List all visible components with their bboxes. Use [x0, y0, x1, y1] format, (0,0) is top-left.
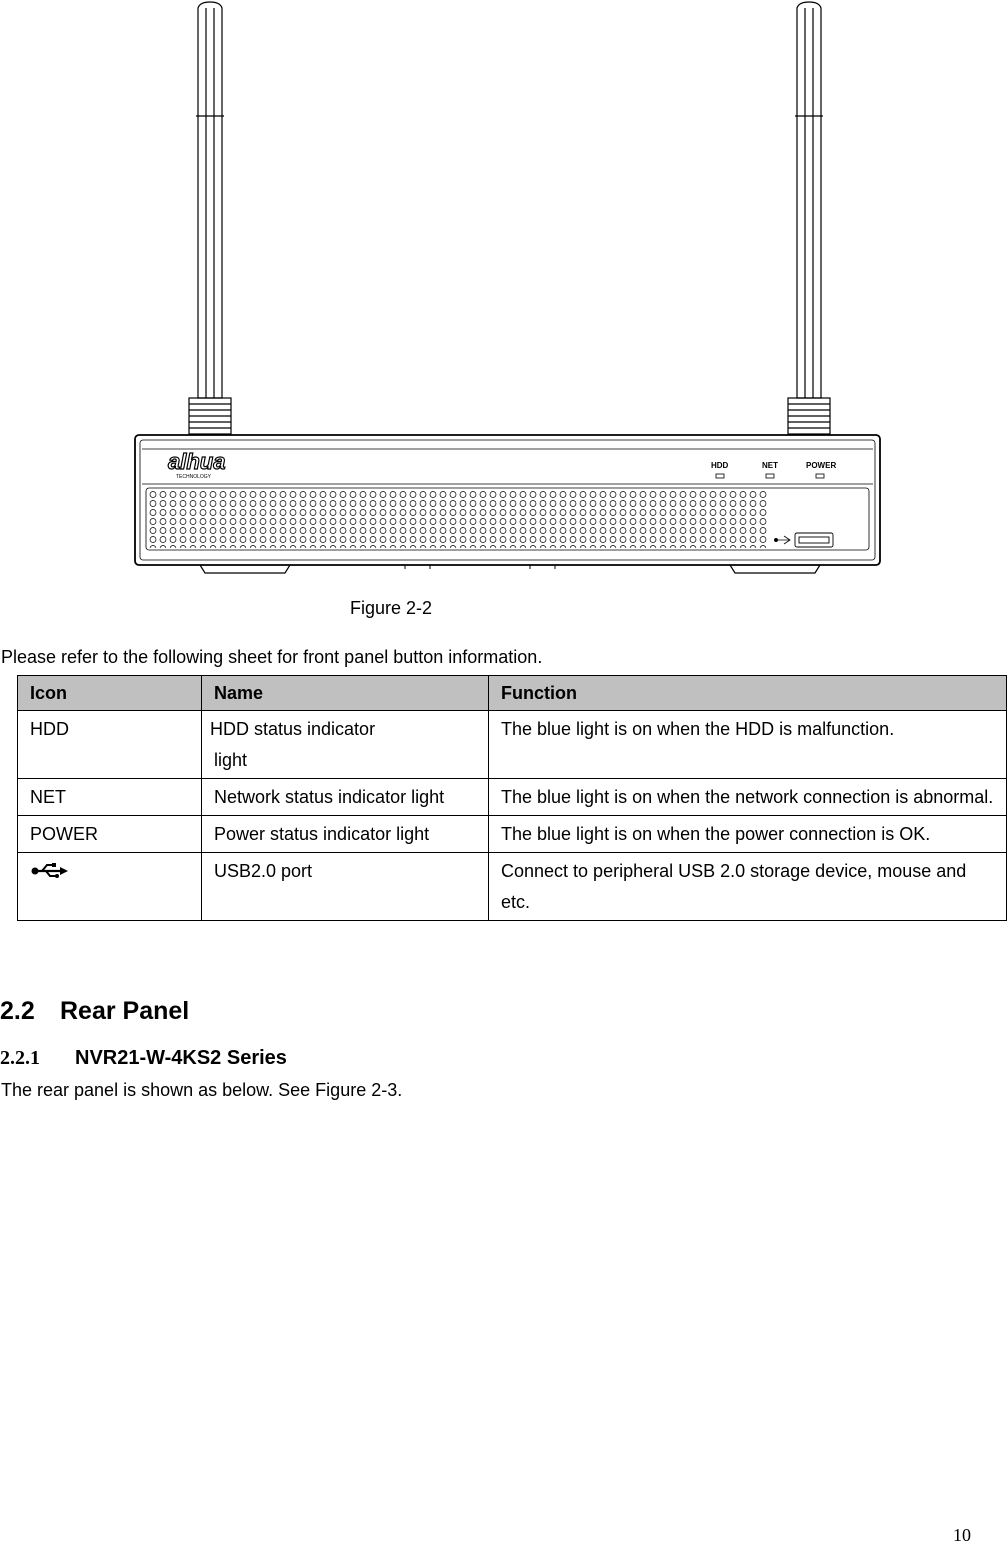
power-led: [816, 474, 824, 478]
svg-text:alhua: alhua: [168, 449, 226, 474]
section-heading: [0, 997, 189, 1026]
usb-icon: [30, 862, 70, 880]
brand-logo: [168, 449, 225, 480]
intro-text: Please refer to the following sheet for front panel button information.: [1, 647, 543, 667]
row-icon: [18, 853, 202, 921]
section-title: Rear Panel: [60, 997, 190, 1025]
hdd-indicator-label: HDD: [711, 461, 729, 470]
row-name: Power status indicator light: [202, 816, 489, 853]
table-row: [18, 853, 1007, 921]
front-panel-table: [17, 675, 1007, 921]
net-led: [766, 474, 774, 478]
header-name: Name: [202, 676, 489, 711]
header-icon: Icon: [18, 676, 202, 711]
left-antenna: [189, 2, 231, 434]
right-antenna: [788, 2, 830, 434]
row-name: Network status indicator light: [202, 779, 489, 816]
svg-text:TECHNOLOGY: TECHNOLOGY: [176, 474, 212, 480]
page-number: 10: [953, 1525, 971, 1545]
table-row: [18, 816, 1007, 853]
row-function: The blue light is on when the power connection is OK.: [489, 816, 1007, 853]
subsection-heading: [0, 1047, 287, 1070]
indicator-panel: [711, 461, 836, 478]
row-function: Connect to peripheral USB 2.0 storage device, mouse and etc.: [489, 853, 1007, 921]
row-name: USB2.0 port: [202, 853, 489, 921]
row-name-line2: light: [214, 750, 248, 770]
row-icon: NET: [18, 779, 202, 816]
table-row: [18, 711, 1007, 779]
table-header-row: [18, 676, 1007, 711]
body-text: The rear panel is shown as below. See Figure 2-3.: [1, 1080, 403, 1100]
hdd-led: [716, 474, 724, 478]
device-body: [135, 435, 880, 573]
power-indicator-label: POWER: [806, 461, 837, 470]
table-row: [18, 779, 1007, 816]
front-panel-figure: [0, 0, 1007, 580]
net-indicator-label: NET: [762, 461, 778, 470]
row-name-line1: HDD status indicator: [210, 719, 376, 739]
row-function: The blue light is on when the HDD is malfunction.: [489, 711, 1007, 779]
usb-port: [775, 533, 834, 547]
subsection-title: NVR21-W-4KS2 Series: [75, 1047, 287, 1069]
section-number: 2.2: [0, 997, 35, 1025]
row-name: [202, 711, 489, 779]
row-icon: HDD: [18, 711, 202, 779]
figure-caption: Figure 2-2: [350, 598, 433, 618]
header-function: Function: [489, 676, 1007, 711]
row-function: The blue light is on when the network connection is abnormal.: [489, 779, 1007, 816]
row-icon: POWER: [18, 816, 202, 853]
subsection-number: 2.2.1: [0, 1047, 40, 1069]
